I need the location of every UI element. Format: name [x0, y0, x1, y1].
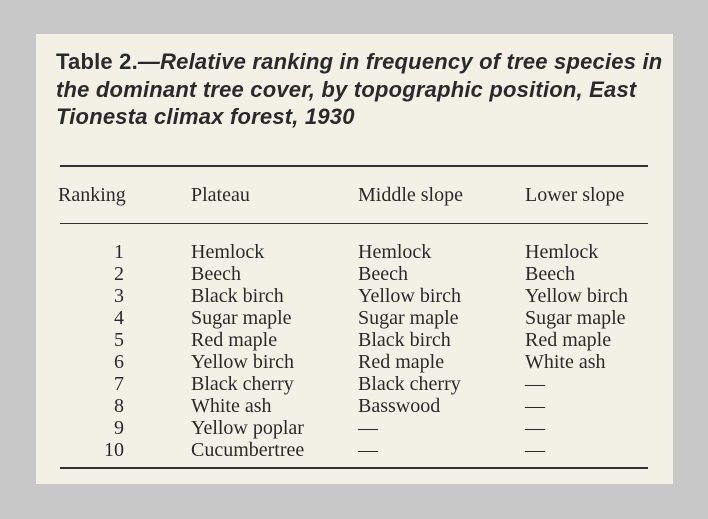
rank-cell: 1: [114, 241, 124, 263]
plateau-cell: Beech: [191, 263, 241, 285]
middle-slope-cell: Sugar maple: [358, 307, 459, 329]
table-row: [36, 241, 673, 263]
plateau-cell: Black cherry: [191, 373, 294, 395]
rank-cell: 9: [114, 417, 124, 439]
table-row: [36, 285, 673, 307]
rank-cell: 10: [104, 439, 124, 461]
table-row: [36, 351, 673, 373]
middle-slope-cell: Basswood: [358, 395, 441, 417]
lower-slope-cell: —: [525, 417, 545, 439]
column-header-plateau: Plateau: [191, 184, 250, 206]
middle-slope-cell: Yellow birch: [358, 285, 461, 307]
plateau-cell: Cucumbertree: [191, 439, 305, 461]
middle-slope-cell: Black cherry: [358, 373, 461, 395]
plateau-cell: Red maple: [191, 329, 278, 351]
rank-cell: 2: [114, 263, 124, 285]
table-row: [36, 329, 673, 351]
column-header-ranking: Ranking: [58, 184, 126, 206]
rank-cell: 6: [114, 351, 124, 373]
lower-slope-cell: Yellow birch: [525, 285, 628, 307]
lower-slope-cell: —: [525, 373, 545, 395]
lower-slope-cell: —: [525, 439, 545, 461]
plateau-cell: Yellow birch: [191, 351, 294, 373]
lower-slope-cell: White ash: [525, 351, 606, 373]
lower-slope-cell: Hemlock: [525, 241, 599, 263]
table-row: [36, 395, 673, 417]
plateau-cell: Black birch: [191, 285, 284, 307]
rank-cell: 7: [114, 373, 124, 395]
lower-slope-cell: —: [525, 395, 545, 417]
table-row: [36, 263, 673, 285]
middle-slope-cell: Beech: [358, 263, 408, 285]
column-header-middle-slope: Middle slope: [358, 184, 463, 206]
rank-cell: 5: [114, 329, 124, 351]
rank-cell: 3: [114, 285, 124, 307]
middle-slope-cell: Red maple: [358, 351, 445, 373]
table-row: [36, 417, 673, 439]
table-title: [56, 48, 666, 131]
table-body: [36, 241, 673, 461]
middle-slope-cell: Black birch: [358, 329, 451, 351]
table-title-text: —Relative ranking in frequency of tree species in the dominant tree cover, by topographic position, East Tionesta climax forest, 1930: [56, 49, 663, 129]
plateau-cell: Sugar maple: [191, 307, 292, 329]
middle-slope-cell: Hemlock: [358, 241, 432, 263]
lower-slope-cell: Red maple: [525, 329, 612, 351]
plateau-cell: Yellow poplar: [191, 417, 304, 439]
header-rule: [60, 223, 648, 224]
middle-slope-cell: —: [358, 417, 378, 439]
middle-slope-cell: —: [358, 439, 378, 461]
bottom-rule: [60, 467, 648, 469]
plateau-cell: Hemlock: [191, 241, 265, 263]
lower-slope-cell: Beech: [525, 263, 575, 285]
lower-slope-cell: Sugar maple: [525, 307, 626, 329]
rank-cell: 4: [114, 307, 124, 329]
table-title-label: Table 2.: [56, 49, 138, 74]
top-rule: [60, 165, 648, 167]
table-row: [36, 307, 673, 329]
rank-cell: 8: [114, 395, 124, 417]
table-row: [36, 373, 673, 395]
table-row: [36, 439, 673, 461]
plateau-cell: White ash: [191, 395, 272, 417]
column-header-lower-slope: Lower slope: [525, 184, 625, 206]
document-page: [36, 34, 673, 484]
